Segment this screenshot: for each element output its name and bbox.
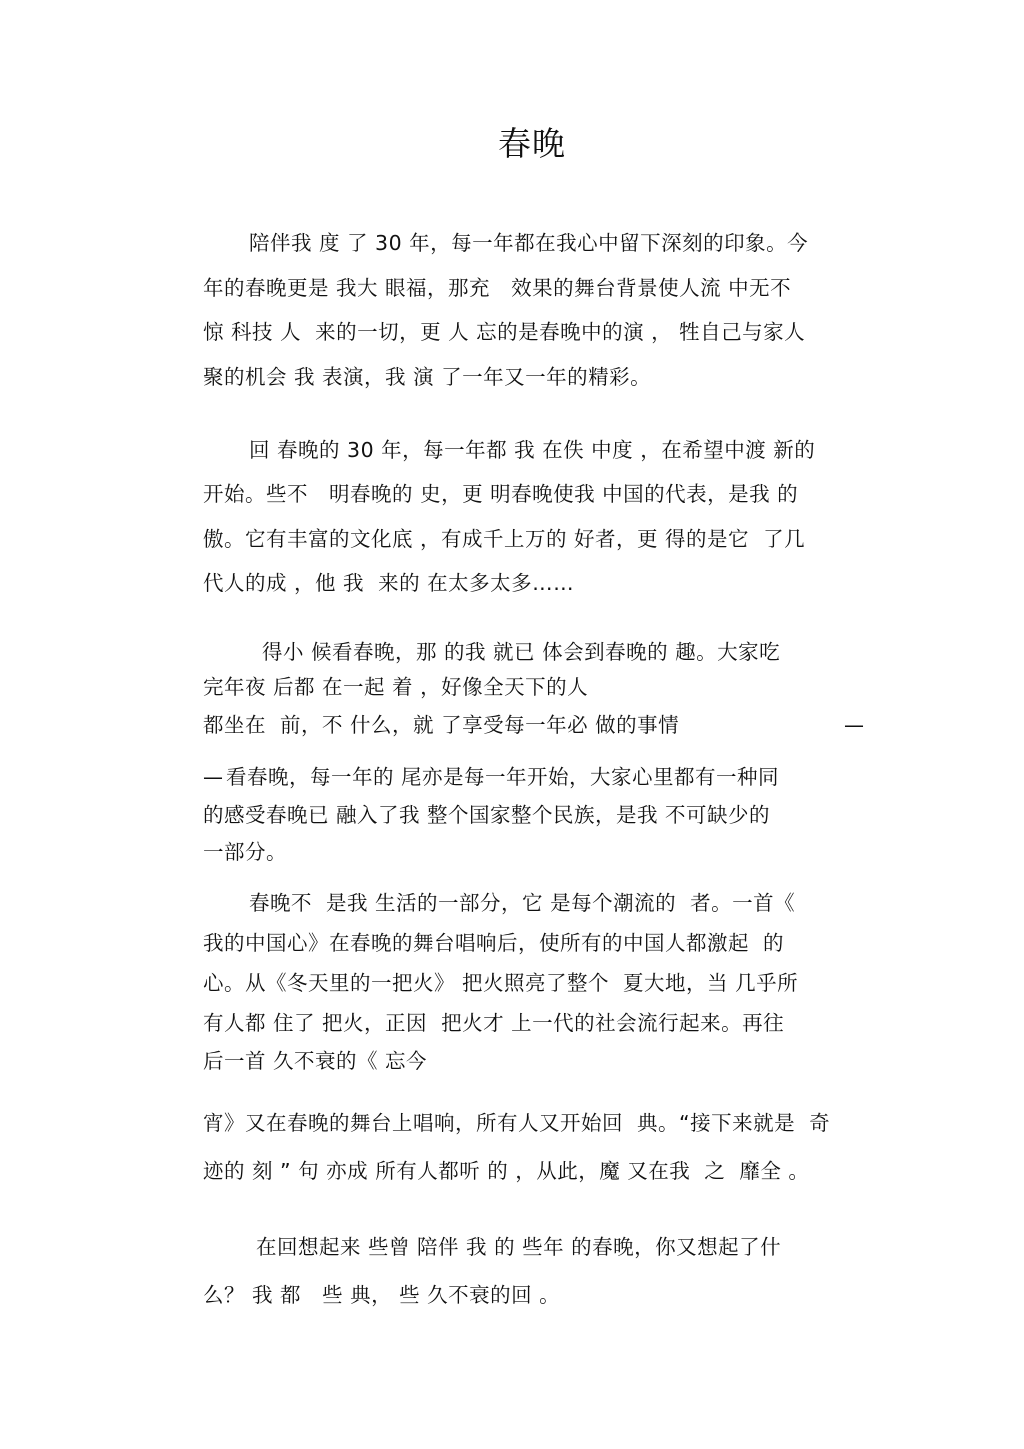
paragraph-line: 心。从《冬天里的一把火》 把火照亮了整个 夏大地，当 几乎所 bbox=[203, 971, 799, 995]
paragraph-line: 的感受春晚已 融入了我 整个国家整个民族，是我 不可缺少的 bbox=[203, 803, 771, 827]
paragraph-line: 回 春晚的 30 年，每一年都 我 在佚 中度 ，在希望中渡 新的 bbox=[249, 438, 816, 462]
paragraph-line: 后一首 久不衰的《 忘今 bbox=[203, 1049, 428, 1073]
paragraph-line: 我的中国心》在春晚的舞台唱响后，使所有的中国人都激起 的 bbox=[203, 931, 785, 955]
paragraph-line: 年的春晚更是 我大 眼福，那充 效果的舞台背景使人流 中无不 bbox=[203, 276, 792, 300]
dash-mark: — bbox=[203, 765, 223, 789]
paragraph-line: 开始。些不 明春晚的 史，更 明春晚使我 中国的代表，是我 的 bbox=[203, 482, 799, 506]
paragraph-line: 惊 科技 人 来的一切，更 人 忘的是春晚中的演 ， 牲自己与家人 bbox=[203, 320, 806, 344]
paragraph-line: 在回想起来 些曾 陪伴 我 的 些年 的春晚，你又想起了什 bbox=[256, 1235, 782, 1259]
paragraph-line: 完年夜 后都 在一起 着 ，好像全天下的人 bbox=[203, 675, 589, 699]
paragraph-line: 得小 候看春晚，那 的我 就已 体会到春晚的 趣。大家吃 bbox=[262, 640, 781, 664]
paragraph-line: 聚的机会 我 表演，我 演 了一年又一年的精彩。 bbox=[203, 365, 652, 389]
paragraph-line: 有人都 住了 把火，正因 把火才 上一代的社会流行起来。再往 bbox=[203, 1011, 785, 1035]
paragraph-line: 都坐在 前，不 什么，就 了享受每一年必 做的事情 bbox=[203, 713, 680, 737]
paragraph-line: 春晚不 是我 生活的一部分，它 是每个潮流的 者。一首《 bbox=[249, 891, 796, 915]
document-title: 春晚 bbox=[498, 124, 566, 163]
paragraph-line: 么？ 我 都 些 典， 些 久不衰的回 。 bbox=[203, 1283, 561, 1307]
paragraph-line: 迹的 刻 ” 句 亦成 所有人都听 的 ，从此，魔 又在我 之 靡全 。 bbox=[203, 1159, 810, 1183]
paragraph-line: 代人的成 ，他 我 来的 在太多太多…… bbox=[203, 571, 575, 595]
paragraph-line: 看春晚，每一年的 尾亦是每一年开始，大家心里都有一种同 bbox=[226, 765, 780, 789]
paragraph-line: 傲。它有丰富的文化底 ，有成千上万的 好者，更 得的是它 了几 bbox=[203, 527, 806, 551]
dash-mark: — bbox=[844, 713, 864, 737]
paragraph-line: 一部分。 bbox=[203, 840, 287, 864]
paragraph-line: 宵》又在春晚的舞台上唱响，所有人又开始回 典。“接下来就是 奇 bbox=[203, 1111, 831, 1135]
paragraph-line: 陪伴我 度 了 30 年，每一年都在我心中留下深刻的印象。今 bbox=[249, 231, 809, 255]
